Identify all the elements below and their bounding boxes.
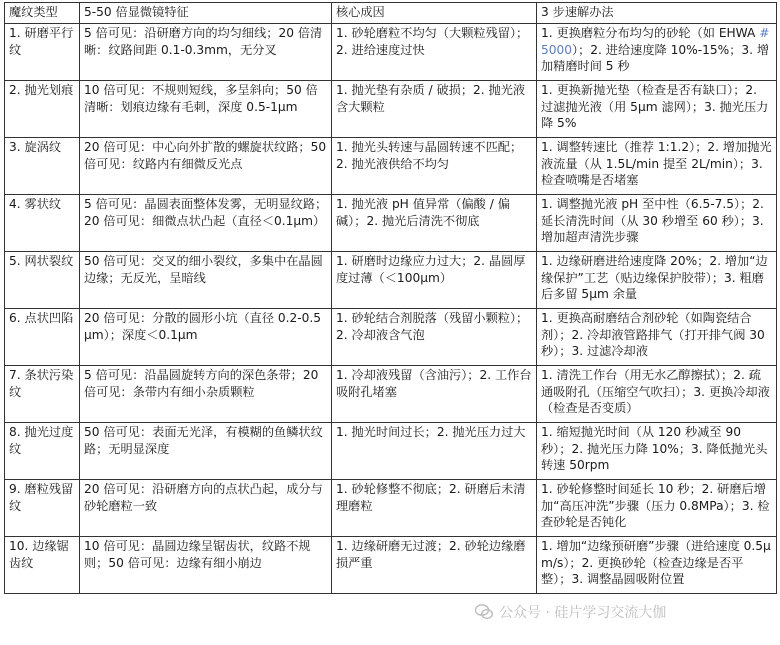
table-row bbox=[5, 252, 777, 309]
table-row bbox=[5, 195, 777, 252]
header-fix: 3 步速解办法 bbox=[537, 3, 777, 24]
cell-fix bbox=[537, 24, 777, 81]
cell-cause: 1. 抛光时间过长；2. 抛光压力过大 bbox=[332, 423, 537, 480]
cell-feature: 10 倍可见：不规则短线，多呈斜向；50 倍清晰：划痕边缘有毛刺，深度 0.5-1μm bbox=[80, 81, 332, 138]
cell-feature: 5 倍可见：沿研磨方向的均匀细线；20 倍清晰：纹路间距 0.1-0.3mm，无分叉 bbox=[80, 24, 332, 81]
cell-feature: 5 倍可见：沿晶圆旋转方向的深色条带；20 倍可见：条带内有细小杂质颗粒 bbox=[80, 366, 332, 423]
cell-type: 2. 抛光划痕 bbox=[5, 81, 80, 138]
cell-feature: 10 倍可见：晶圆边缘呈锯齿状，纹路不规则；50 倍可见：边缘有细小崩边 bbox=[80, 537, 332, 594]
defect-table bbox=[4, 2, 777, 594]
cell-type: 5. 网状裂纹 bbox=[5, 252, 80, 309]
cell-cause: 1. 抛光垫有杂质 / 破损；2. 抛光液含大颗粒 bbox=[332, 81, 537, 138]
table-row bbox=[5, 366, 777, 423]
cell-fix: 1. 缩短抛光时间（从 120 秒减至 90 秒）；2. 抛光压力降 10%；3. 降低抛光头转速 50rpm bbox=[537, 423, 777, 480]
watermark-text: 公众号 · 硅片学习交流大伽 bbox=[499, 605, 667, 621]
cell-cause: 1. 砂轮修整不彻底；2. 研磨后未清理磨粒 bbox=[332, 480, 537, 537]
cell-fix: 1. 边缘研磨进给速度降 20%；2. 增加“边缘保护”工艺（贴边缘保护胶带）；3. 粗磨后多留 5μm 余量 bbox=[537, 252, 777, 309]
table-row bbox=[5, 81, 777, 138]
cell-cause: 1. 冷却液残留（含油污）；2. 工作台吸附孔堵塞 bbox=[332, 366, 537, 423]
table-row bbox=[5, 480, 777, 537]
cell-type: 1. 研磨平行纹 bbox=[5, 24, 80, 81]
cell-cause: 1. 砂轮结合剂脱落（残留小颗粒）；2. 冷却液含气泡 bbox=[332, 309, 537, 366]
watermark bbox=[475, 602, 666, 622]
cell-cause: 1. 抛光液 pH 值异常（偏酸 / 偏碱）；2. 抛光后清洗不彻底 bbox=[332, 195, 537, 252]
cell-type: 6. 点状凹陷 bbox=[5, 309, 80, 366]
cell-cause: 1. 边缘研磨无过渡；2. 砂轮边缘磨损严重 bbox=[332, 537, 537, 594]
table-row bbox=[5, 138, 777, 195]
cell-fix: 1. 更换高耐磨结合剂砂轮（如陶瓷结合剂）；2. 冷却液管路排气（打开排气阀 30 秒）；3. 过滤冷却液 bbox=[537, 309, 777, 366]
cell-fix: 1. 调整转速比（推荐 1:1.2）；2. 增加抛光液流量（从 1.5L/min 提至 2L/min）；3. 检查喷嘴是否堵塞 bbox=[537, 138, 777, 195]
cell-feature: 20 倍可见：中心向外扩散的螺旋状纹路；50 倍可见：纹路内有细微反光点 bbox=[80, 138, 332, 195]
table-row bbox=[5, 24, 777, 81]
cell-feature: 5 倍可见：晶圆表面整体发雾，无明显纹路；20 倍可见：细微点状凸起（直径＜0.1μm） bbox=[80, 195, 332, 252]
cell-type: 8. 抛光过度纹 bbox=[5, 423, 80, 480]
wechat-icon bbox=[475, 604, 493, 620]
cell-type: 9. 磨粒残留纹 bbox=[5, 480, 80, 537]
cell-fix: 1. 调整抛光液 pH 至中性（6.5-7.5）；2. 延长清洗时间（从 30 秒增至 60 秒）；3. 增加超声清洗步骤 bbox=[537, 195, 777, 252]
cell-cause: 1. 抛光头转速与晶圆转速不匹配；2. 抛光液供给不均匀 bbox=[332, 138, 537, 195]
cell-feature: 20 倍可见：沿研磨方向的点状凸起，成分与砂轮磨粒一致 bbox=[80, 480, 332, 537]
table-header-row bbox=[5, 3, 777, 24]
cell-cause: 1. 砂轮磨粒不均匀（大颗粒残留）；2. 进给速度过快 bbox=[332, 24, 537, 81]
table-row bbox=[5, 423, 777, 480]
model-number-highlight: #5000 bbox=[541, 26, 770, 57]
cell-type: 10. 边缘锯齿纹 bbox=[5, 537, 80, 594]
header-feature: 5-50 倍显微镜特征 bbox=[80, 3, 332, 24]
cell-fix: 1. 清洗工作台（用无水乙醇擦拭）；2. 疏通吸附孔（压缩空气吹扫）；3. 更换冷却液（检查是否变质） bbox=[537, 366, 777, 423]
fix-text-part: ）；2. 进给速度降 10%-15%；3. 增加精磨时间 5 秒 bbox=[541, 42, 770, 74]
table-row bbox=[5, 309, 777, 366]
table-row bbox=[5, 537, 777, 594]
cell-cause: 1. 研磨时边缘应力过大；2. 晶圆厚度过薄（＜100μm） bbox=[332, 252, 537, 309]
cell-type: 7. 条状污染纹 bbox=[5, 366, 80, 423]
cell-type: 3. 旋涡纹 bbox=[5, 138, 80, 195]
cell-feature: 50 倍可见：表面无光泽，有模糊的鱼鳞状纹路；无明显深度 bbox=[80, 423, 332, 480]
cell-type: 4. 雾状纹 bbox=[5, 195, 80, 252]
cell-feature: 50 倍可见：交叉的细小裂纹，多集中在晶圆边缘；无反光，呈暗线 bbox=[80, 252, 332, 309]
header-type: 魔纹类型 bbox=[5, 3, 80, 24]
header-cause: 核心成因 bbox=[332, 3, 537, 24]
cell-fix: 1. 砂轮修整时间延长 10 秒；2. 研磨后增加“高压冲洗”步骤（压力 0.8MPa）；3. 检查砂轮是否钝化 bbox=[537, 480, 777, 537]
cell-fix: 1. 增加“边缘预研磨”步骤（进给速度 0.5μm/s）；2. 更换砂轮（检查边缘是否平整）；3. 调整晶圆吸附位置 bbox=[537, 537, 777, 594]
fix-text-part: 1. 更换磨粒分布均匀的砂轮（如 EHWA bbox=[541, 26, 760, 40]
cell-fix: 1. 更换新抛光垫（检查是否有缺口）；2. 过滤抛光液（用 5μm 滤网）；3. 抛光压力降 5% bbox=[537, 81, 777, 138]
cell-feature: 20 倍可见：分散的圆形小坑（直径 0.2-0.5μm）；深度＜0.1μm bbox=[80, 309, 332, 366]
